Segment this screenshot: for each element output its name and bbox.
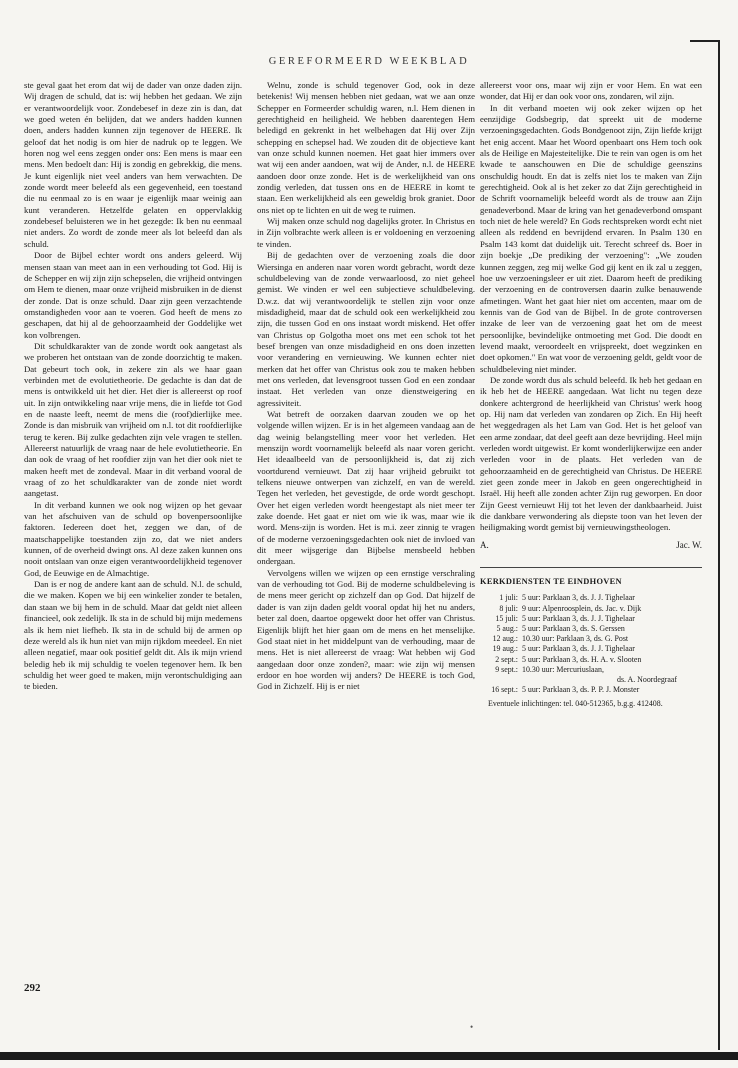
service-details: 10.30 uur: Parklaan 3, ds. G. Post xyxy=(522,634,629,644)
service-details: 5 uur: Parklaan 3, ds. P. P. J. Monster xyxy=(522,685,640,695)
paragraph: Welnu, zonde is schuld tegenover God, ook in deze betekenis! Wij mensen hebben niet gedaan, wat we aan onze Schepper en Formeerder schuldig waren, n.l. Hem dienen in gerechtigheid en heiligheid. We hebben daarentegen Hem beledigd en gekrenkt in het welbehagen dat Hij over Zijn schepping en schepsel had. We zouden dit de objectieve kant van onze schuld kunnen noemen. Het gaat hier immers over wat wij een ander aandoen, wat wij de Ander, n.l. de HEERE aandoen door onze zonde. Het is de werkelijkheid van ons zondig verleden, dat tussen ons en de HEERE in komt te staan. Een werkelijkheid als een geweldig brok graniet. Door ons niet op te lichten en uit de weg te ruimen. xyxy=(257,80,475,215)
service-date: 15 juli: xyxy=(495,613,518,623)
signature-initial: A. xyxy=(480,539,489,550)
church-services-list xyxy=(480,593,702,695)
service-row xyxy=(480,644,702,654)
service-date: 16 sept.: xyxy=(491,685,518,695)
paragraph: In dit verband kunnen we ook nog wijzen op het gevaar van het afschuiven van de schuld op bovenpersoonlijke faktoren. Iedereen doet het, zeggen we dan, of de maatschappelijke toestanden zijn zo, dat we niet anders kunnen, of de overheid dwingt ons. Al deze zaken kunnen ons nooit ontslaan van onze eigen verantwoordelijkheid tegenover God, de Eeuwige en de Almachtige. xyxy=(24,499,242,578)
running-header: GEREFORMEERD WEEKBLAD xyxy=(268,56,470,67)
paragraph: In dit verband moeten wij ook zeker wijzen op het eenzijdige Godsbegrip, dat spreekt uit de moderne verzoeningsgedachten. Gods Bondgenoot zijn, Zijn liefde krijgt het enig accent. Maar het Woord openbaart ons Hem toch ook als de Heilige en Majesteitelijke. Die te rein van ogen is om het kwade te aanschouwen en Die de schuldige geenszins onschuldig houdt. En dat is zelfs niet los te maken van Zijn gerechtigheid. Ook al is het zeker zo dat Zijn gerechtigheid in de Schrift voornamelijk beleefd wordt als de trouw aan Zijn genadeverbond. Maar de kring van het genadeverbond omspant toch niet de hele wereld? En Gods rechtspreken wordt echt niet alleen als reddend en bevrijdend ervaren. In Psalm 130 en Psalm 143 komt dat duidelijk uit. Terecht schreef ds. Boer in zijn boekje „De prediking der verzoening": „We zouden kunnen zeggen, zeg mij welke God gij kent en ik zal u zeggen, hoe uw verzoeningsleer er uit ziet. Daarom heeft de prediking der verzoening en de controversen daarin zulke benauwende afmetingen. Want het gaat hier niet om accenten, maar om de kennis van de God van de Bijbel. In de grote controversen inzake de leer van de verzoening gaat het om de meest persoonlijke, bevindelijke ontmoeting met God. Die doodt en levend maakt, veroordeelt en vrijspreekt, doet wegzinken en doet opkomen." En wat voor de verzoening geldt, geldt voor de schuldbeleving niet minder. xyxy=(480,102,702,374)
service-row xyxy=(480,655,702,665)
paragraph: Vervolgens willen we wijzen op een ernstige verschraling van de verhouding tot God. Bij de moderne schuldbeleving is de mens meer gericht op zichzelf dan op God. Dat hijzelf de dader is van zijn daden geldt vooral opdat hij het nu anders, beter zal doen, daartoe opgewekt door het offer van Christus. Eigenlijk blijft het hier gaan om de mens en het menselijke. God staat niet in het middelpunt van de verhouding, maar de mens. Het is niet allereerst de vraag: Wat hebben wij God aangedaan door onze zonden?, maar: wie zijn wij mensen erdoor en hoe worden wij anders? De HEERE is toch God, God in Zichzelf. Hij is er niet xyxy=(257,567,475,692)
service-details: 5 uur: Parklaan 3, ds. J. J. Tighelaar xyxy=(522,613,635,623)
service-date: 5 aug.: xyxy=(496,624,518,634)
corner-rule xyxy=(690,40,720,42)
print-speck: • xyxy=(470,1022,474,1032)
column-2 xyxy=(257,80,475,693)
service-details: ds. A. Noordegraaf xyxy=(617,675,678,685)
service-date: 1 juli: xyxy=(499,593,518,603)
scan-edge-bar xyxy=(0,1052,738,1060)
column-1 xyxy=(24,80,242,693)
service-details: 9 uur: Alpenroosplein, ds. Jac. v. Dijk xyxy=(522,603,642,613)
column-3 xyxy=(480,80,702,710)
service-date: 9 sept.: xyxy=(495,664,518,674)
paragraph: Wij maken onze schuld nog dagelijks groter. In Christus en in Zijn volbrachte werk alleen is er voldoening en verzoening te vinden. xyxy=(257,216,475,249)
service-details: 5 uur: Parklaan 3, ds. J. J. Tighelaar xyxy=(522,644,635,654)
service-row xyxy=(480,614,702,624)
paragraph: Wat betreft de oorzaken daarvan zouden we op het volgende willen wijzen. Er is in het algemeen vandaag aan de dag weinig belangstelling meer voor het verleden. Het menszijn wordt voornamelijk beleefd als naar voren gericht. Het ideaalbeeld van de persoonlijkheid is, dat zij zich voortdurend vernieuwt. Dat zij haar vrijheid gebruikt tot telkens nieuwe ontwerpen van zichzelf, en van de wereld. Tegen het verleden, het gevestigde, de orde wordt geschopt. Over het eigen verleden wordt heengestapt als niet meer ter zake doende. Het gaat er niet om wie ik was, maar wie ik word. Mens-zijn is worden. Het is m.i. zeer zinnig te vragen of de moderne verzoeningsgedachten ook niet de invloed van dit meer wijsgerige dan Bijbelse mensbeeld hebben ondergaan. xyxy=(257,408,475,567)
edge-rule xyxy=(718,40,720,1050)
service-row xyxy=(480,665,702,675)
article-signature xyxy=(480,540,702,551)
paragraph: Bij de gedachten over de verzoening zoals die door Wiersinga en anderen naar voren wordt gebracht, wordt deze schuldbeleving van de zonde verwaarloosd, zo niet geheel gemist. We vinden er wel een subjectieve schuldbeleving. D.w.z. dat wij verantwoordelijk te stellen zijn voor onze misdadigheid, maar dat de schuld ook een werkelijkheid zou zijn, die tussen God en ons instaat wordt miskend. Het offer van Christus op Golgotha moet ons met een schok tot het besef brengen van onze misdadigheid en ons doen inzetten voor verandering en vernieuwing. We kunnen echter niet merken dat het offer van Christus ook zou te maken hebben met ons verleden, dat levensgroot tussen God en een zondaar instaat. Het verleden van onze dienstweigering en agressiviteit. xyxy=(257,250,475,408)
service-date: 19 aug.: xyxy=(492,644,518,654)
service-date: 8 juli: xyxy=(499,603,518,613)
section-divider xyxy=(480,567,702,568)
paragraph: Dan is er nog de andere kant aan de schuld. N.l. de schuld, die we maken. Kopen we bij een winkelier zonder te betalen, dan staan we bij hem in de schuld. Maar dat geldt niet alleen financieel, ook zedelijk. Ik sta in de schuld bij mijn medemens als ik hem niet liefheb. Ik sta in de schuld bij de armen op deze wereld als ik hun niet van mijn rijkdom meedeel. En niet alleen negatief, maar ook positief geldt dit. Als ik mijn vriend beledig heb ik mij schuldig te voelen tegenover hem. Ik ben schuldig het weer goed te maken, mijn verontschuldiging aan te bieden. xyxy=(24,579,242,692)
paragraph: De zonde wordt dus als schuld beleefd. Ik heb het gedaan en ik heb het de HEERE aangedaan. Wat licht nu tegen deze donkere achtergrond de heerlijkheid van Christus' werk hoog op. Hij nam dat verleden van zondaren op Zich. En Hij heeft het weggedragen als het Lam van God. Het is het geloof van een arme zondaar, dat deel geeft aan deze bevrijding. Heel mijn verleden wordt uitgewist. Er komt wonderlijkerwijze een ander verleden voor in de plaats. Het verleden van de gehoorzaamheid en de gerechtigheid van Christus. De HEERE ziet geen zonde meer in Jakob en geen ongerechtigheid in Israël. Hij heeft alle zonden achter Zijn rug geworpen. En door Zijn Geest vernieuwt Hij tot het leven der dankbaarheid. Juist die dankbare verwondering als diepste toon van het leven der heiligmaking wordt gemist bij vernieuwingstheologen. xyxy=(480,374,702,533)
service-row xyxy=(480,675,702,685)
service-date: 12 aug.: xyxy=(492,634,518,644)
paragraph: Dit schuldkarakter van de zonde wordt ook aangetast als we proberen het ontstaan van de zonde doorzichtig te maken. Dat gebeurt toch ook, in zekere zin als we haar gaan verbinden met de evolutietheorie. De gedachte is dan dat de mens is ontwikkeld uit het dier. Het dier is allereerst op roof uit. In zijn ontwikkeling naar vrije mens, die in liefde tot God en de naaste leeft, neemt de mens die (roof)dierlijke mee. Zonde is dan misbruik van vrijheid om n.l. tot dit roofdierlijke terug te keren. Bij zulke gedachten zijn vele vragen te stellen. Allereerst natuurlijk de vraag naar de hele evolutietheorie. En dan ook de vraag of het roofdier zijn van het dier ook niet te maken heeft met de zondeval. Maar in dit verband vooral de vraag of zo het schuldkarakter van de zonde niet wordt aangetast. xyxy=(24,340,242,499)
service-details: 5 uur: Parklaan 3, ds. S. Gerssen xyxy=(522,624,625,634)
service-details: 5 uur: Parklaan 3, ds. J. J. Tighelaar xyxy=(522,593,635,603)
signature-author: Jac. W. xyxy=(676,539,702,550)
paragraph: allereerst voor ons, maar wij zijn er voor Hem. En wat een wonder, dat Hij er dan ook voor ons, zondaren, wil zijn. xyxy=(480,80,702,102)
service-row xyxy=(480,634,702,644)
service-date xyxy=(480,675,522,685)
church-services-title: KERKDIENSTEN TE EINDHOVEN xyxy=(480,577,622,587)
page-number: 292 xyxy=(24,982,41,994)
service-details: 5 uur: Parklaan 3, ds. H. A. v. Slooten xyxy=(522,654,642,664)
service-row xyxy=(480,604,702,614)
service-details: 10.30 uur: Mercuriuslaan, xyxy=(522,664,604,674)
service-row xyxy=(480,624,702,634)
paragraph: Door de Bijbel echter wordt ons anders geleerd. Wij mensen staan van meet aan in een verhouding tot God. Hij is de Schepper en wij zijn zijn schepselen, die vrijheid ontvingen om Hem te dienen, maar onze vrijheid misbruiken in de dienst der zonde. Dat is onze schuld. Daar zijn geen verzachtende omstandigheden voor aan te voeren. God heeft de mens zo geschapen, dat hij al de gehoorzaamheid der Goddelijke wet kon volbrengen. xyxy=(24,250,242,340)
service-date: 2 sept.: xyxy=(495,654,518,664)
contact-info: Eventuele inlichtingen: tel. 040-512365, b.g.g. 412408. xyxy=(488,699,663,709)
service-row xyxy=(480,685,702,695)
service-row xyxy=(480,593,702,603)
paragraph: ste geval gaat het erom dat wij de dader van onze daden zijn. Wij dragen de schuld, dat is: wij hebben het gedaan. We zijn er verantwoordelijk voor. Zondebesef in deze zin is dan, dat we goed weten én belijden, dat we anders hadden kunnen doen, anders hadden kunnen zijn tegenover de HEERE. Ik geloof dat het nodig is om hier de nadruk op te leggen. We horen nog wel eens zeggen onder ons: Een mens is maar een mens. Men bedoelt dan: Hij is zondig en gebrekkig, die mens. Je kunt eigenlijk niet veel anders van hem verwachten. De zonde wordt meer beleefd als een gegevenheid, een toestand die nu eenmaal zo is en waar je eigenlijk maar weinig aan kunt veranderen. Hetzelfde gelaten en oppervlakkig zondebesef beluisteren we in het gezegde: Ik ben nu eenmaal niet anders. Zo wordt de zonde meer als lot beleefd dan als schuld. xyxy=(24,80,242,249)
